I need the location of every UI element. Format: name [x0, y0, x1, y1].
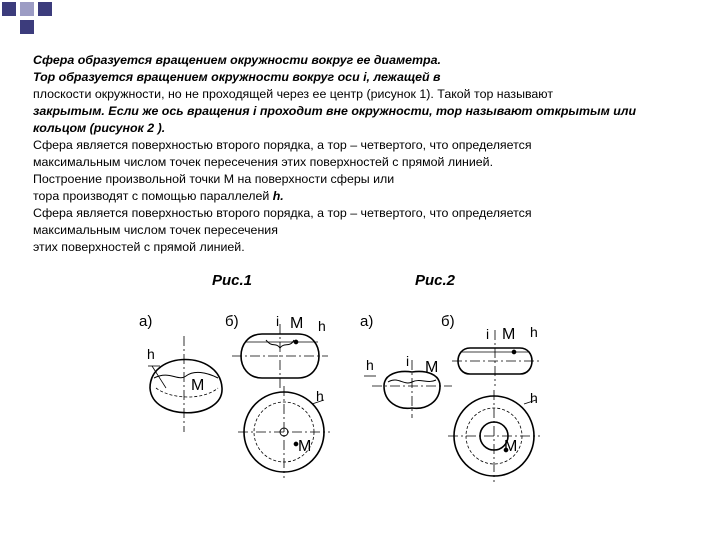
fig1-a-label: а): [139, 313, 153, 330]
text-run: максимальным числом точек пересечения этих поверхностей с прямой линией.: [33, 155, 494, 169]
fig1b-label-h-top: h: [318, 318, 326, 334]
fig2-b-label: б): [441, 313, 455, 330]
text-run: h.: [272, 189, 284, 203]
fig2a-label-i: i: [406, 353, 410, 369]
fig2-title: Рис.2: [415, 272, 456, 289]
text-run: Сфера является поверхностью второго порядка, а тор – четвертого, что определяется: [33, 138, 532, 152]
text-run: кольцом (рисунок 2 ).: [33, 121, 166, 135]
fig2b-label-h-top: h: [530, 324, 538, 340]
fig2-a-label: а): [360, 313, 374, 330]
fig1b-label-M-bottom: M: [298, 438, 312, 455]
fig1a-label-M: M: [191, 377, 205, 394]
fig2b-top-drawing: [452, 330, 540, 386]
fig1a-label-h: h: [147, 346, 155, 362]
fig2b-label-i: i: [486, 326, 490, 342]
text-run: Построение произвольной точки М на поверхности сферы или: [33, 172, 395, 186]
text-run: тора производят с помощью параллелей: [33, 189, 273, 203]
fig2a-label-h: h: [366, 357, 374, 373]
fig1-title: Рис.1: [212, 272, 253, 289]
text-run: закрытым. Если же ось вращения i проходит вне окружности, тор называют: [33, 104, 536, 118]
fig2a-label-M: M: [425, 359, 439, 376]
fig1a-drawing: [148, 336, 222, 432]
text-run: плоскости окружности, но не проходящей через ее центр (рисунок 1). Такой тор называют: [33, 87, 553, 101]
text-run: Тор образуется вращением окружности вокруг оси i, лежащей в: [33, 70, 441, 84]
text-run: максимальным числом точек пересечения: [33, 223, 278, 237]
text-run: Сфера образуется вращением окружности вокруг ее диаметра.: [33, 53, 441, 67]
fig1b-label-i: i: [276, 313, 280, 329]
fig1b-label-h-bottom: h: [316, 388, 324, 404]
text-run: открытым или: [535, 104, 637, 118]
fig2b-label-h-bottom: h: [530, 390, 538, 406]
text-run: Сфера является поверхностью второго порядка, а тор – четвертого, что определяется: [33, 206, 532, 220]
fig1b-label-M-top: M: [290, 315, 304, 332]
fig2b-label-M-top: M: [502, 326, 516, 343]
text-run: этих поверхностей с прямой линией.: [33, 240, 245, 254]
fig1-b-label: б): [225, 313, 239, 330]
fig2b-bottom-drawing: [448, 390, 540, 482]
fig2b-label-M-bottom: M: [504, 438, 518, 455]
fig1b-top-drawing: [232, 324, 328, 390]
